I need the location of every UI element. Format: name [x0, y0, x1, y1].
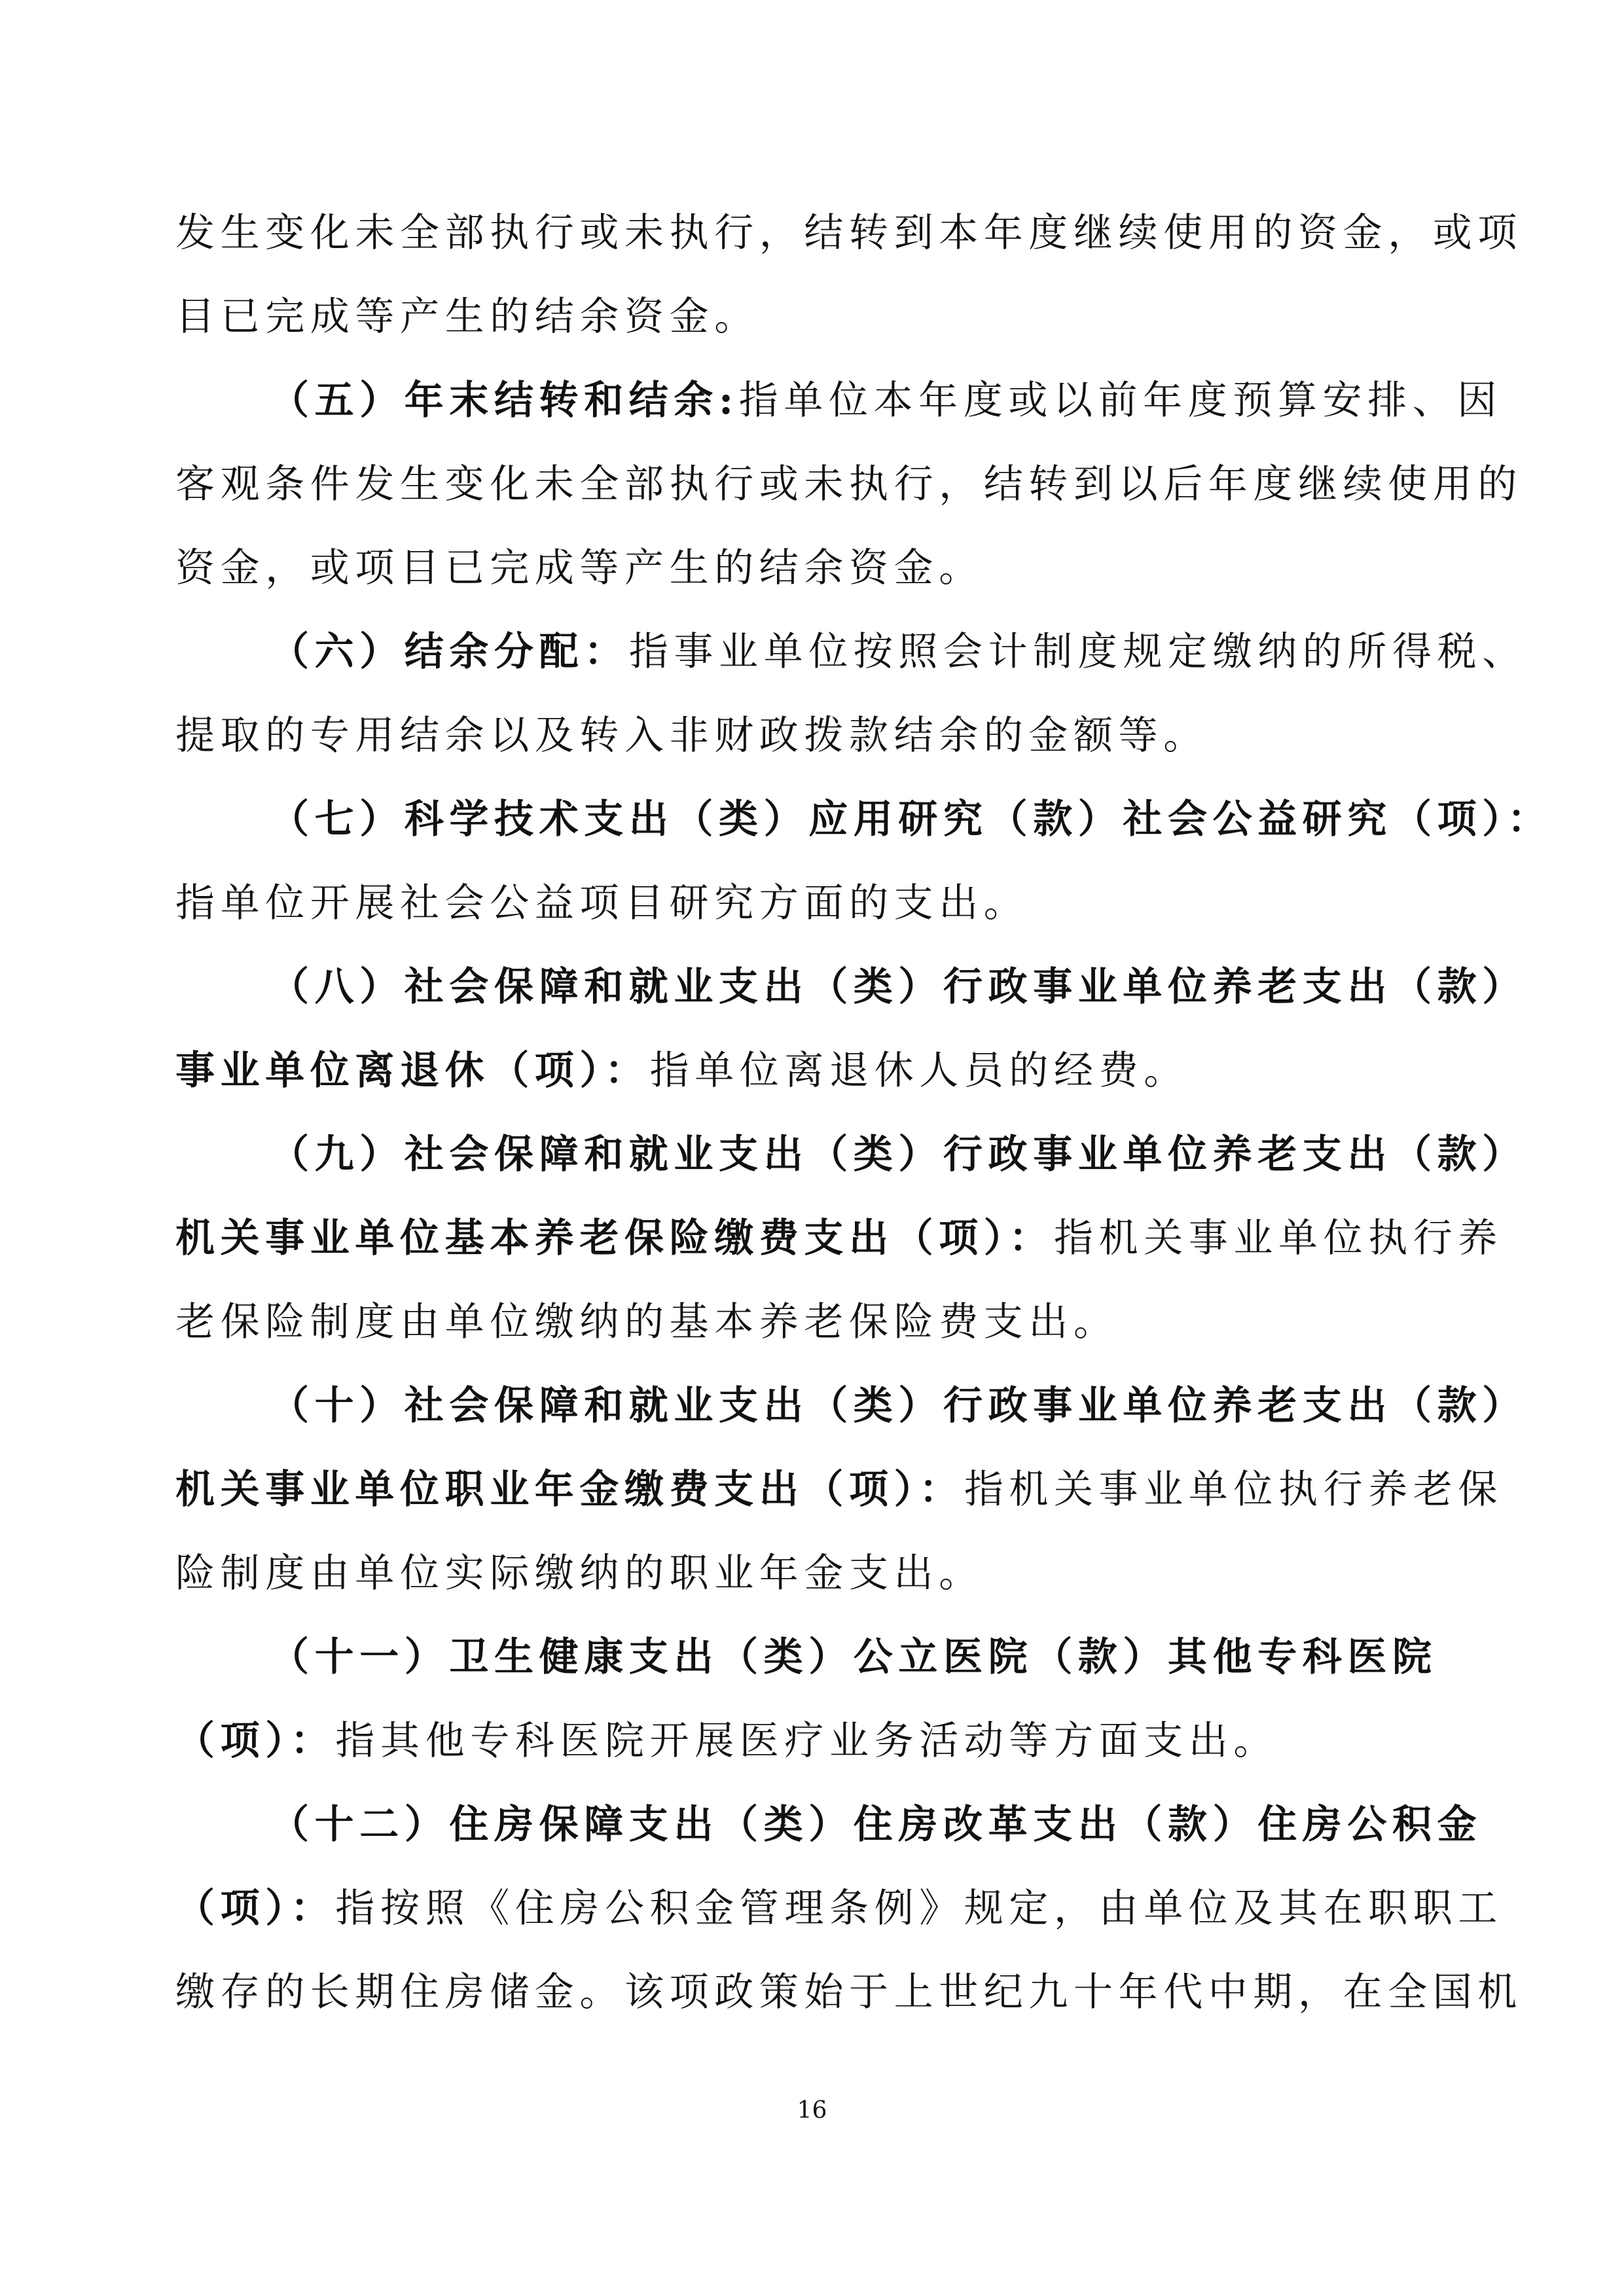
body-text: 发生变化未全部执行或未执行，结转到本年度继续使用的资金，或项	[175, 210, 1523, 256]
body-text: 指机关事业单位执行养	[1054, 1215, 1503, 1261]
item-heading: （八）社会保障和就业支出（类）行政事业单位养老支出（款）	[270, 964, 1527, 1010]
item-heading: （七）科学技术支出（类）应用研究（款）社会公益研究（项）：	[270, 797, 1553, 842]
text-line	[175, 877, 1028, 929]
paragraph-item-12-first-line	[270, 1799, 1482, 1851]
item-heading: （十一）卫生健康支出（类）公立医院（款）其他专科医院	[270, 1634, 1437, 1680]
text-line	[175, 458, 1523, 511]
body-text: 缴存的长期住房储金。该项政策始于上世纪九十年代中期，在全国机	[175, 1969, 1523, 2015]
item-heading-continuation: （项）：	[175, 1718, 336, 1764]
item-heading: （十二）住房保障支出（类）住房改革支出（款）住房公积金	[270, 1802, 1483, 1848]
body-text: 指单位离退休人员的经费。	[649, 1048, 1189, 1094]
paragraph-item-7-first-line	[270, 793, 1552, 846]
body-text: 目已完成等产生的结余资金。	[175, 294, 759, 340]
item-heading: （九）社会保障和就业支出（类）行政事业单位养老支出（款）	[270, 1132, 1527, 1177]
item-heading-continuation: 机关事业单位职业年金缴费支出（项）：	[175, 1467, 964, 1513]
item-heading: （十）社会保障和就业支出（类）行政事业单位养老支出（款）	[270, 1383, 1527, 1429]
text-line	[175, 1882, 1503, 1935]
text-line	[175, 1715, 1278, 1767]
text-line	[175, 207, 1553, 259]
item-heading-continuation: （项）：	[175, 1886, 336, 1931]
item-heading-continuation: 事业单位离退休（项）：	[175, 1048, 650, 1094]
body-text: 指单位本年度或以前年度预算安排、因	[738, 378, 1502, 423]
text-line	[175, 709, 1208, 762]
body-text: 提取的专用结余以及转入非财政拨款结余的金额等。	[175, 713, 1208, 759]
body-text: 客观条件发生变化未全部执行或未执行，结转到以后年度继续使用的	[175, 461, 1523, 507]
body-text: 指按照《住房公积金管理条例》规定，由单位及其在职职工	[335, 1886, 1504, 1931]
paragraph-item-5-first-line	[270, 374, 1502, 427]
paragraph-item-11-first-line	[270, 1631, 1437, 1683]
paragraph-item-6-first-line	[270, 626, 1527, 678]
text-line	[175, 1296, 1119, 1348]
text-line	[175, 1547, 984, 1600]
text-line	[175, 542, 984, 594]
body-text: 老保险制度由单位缴纳的基本养老保险费支出。	[175, 1299, 1119, 1345]
text-line	[175, 1463, 1503, 1516]
text-line	[175, 1966, 1523, 2018]
paragraph-item-10-first-line	[270, 1380, 1527, 1432]
text-line	[175, 1045, 1189, 1097]
text-line	[175, 1212, 1503, 1265]
body-text: 指事业单位按照会计制度规定缴纳的所得税、	[628, 629, 1527, 675]
paragraph-item-8-first-line	[270, 961, 1527, 1013]
page-number: 16	[797, 2097, 827, 2124]
body-text: 资金，或项目已完成等产生的结余资金。	[175, 545, 984, 591]
paragraph-item-9-first-line	[270, 1128, 1527, 1181]
item-heading: （六）结余分配：	[270, 629, 629, 675]
text-line	[175, 291, 759, 343]
item-heading: （五）年末结转和结余:	[270, 378, 739, 423]
body-text: 险制度由单位实际缴纳的职业年金支出。	[175, 1551, 984, 1596]
body-text: 指机关事业单位执行养老保	[964, 1467, 1504, 1513]
body-text: 指单位开展社会公益项目研究方面的支出。	[175, 880, 1029, 926]
item-heading-continuation: 机关事业单位基本养老保险缴费支出（项）：	[175, 1215, 1054, 1261]
body-text: 指其他专科医院开展医疗业务活动等方面支出。	[335, 1718, 1279, 1764]
